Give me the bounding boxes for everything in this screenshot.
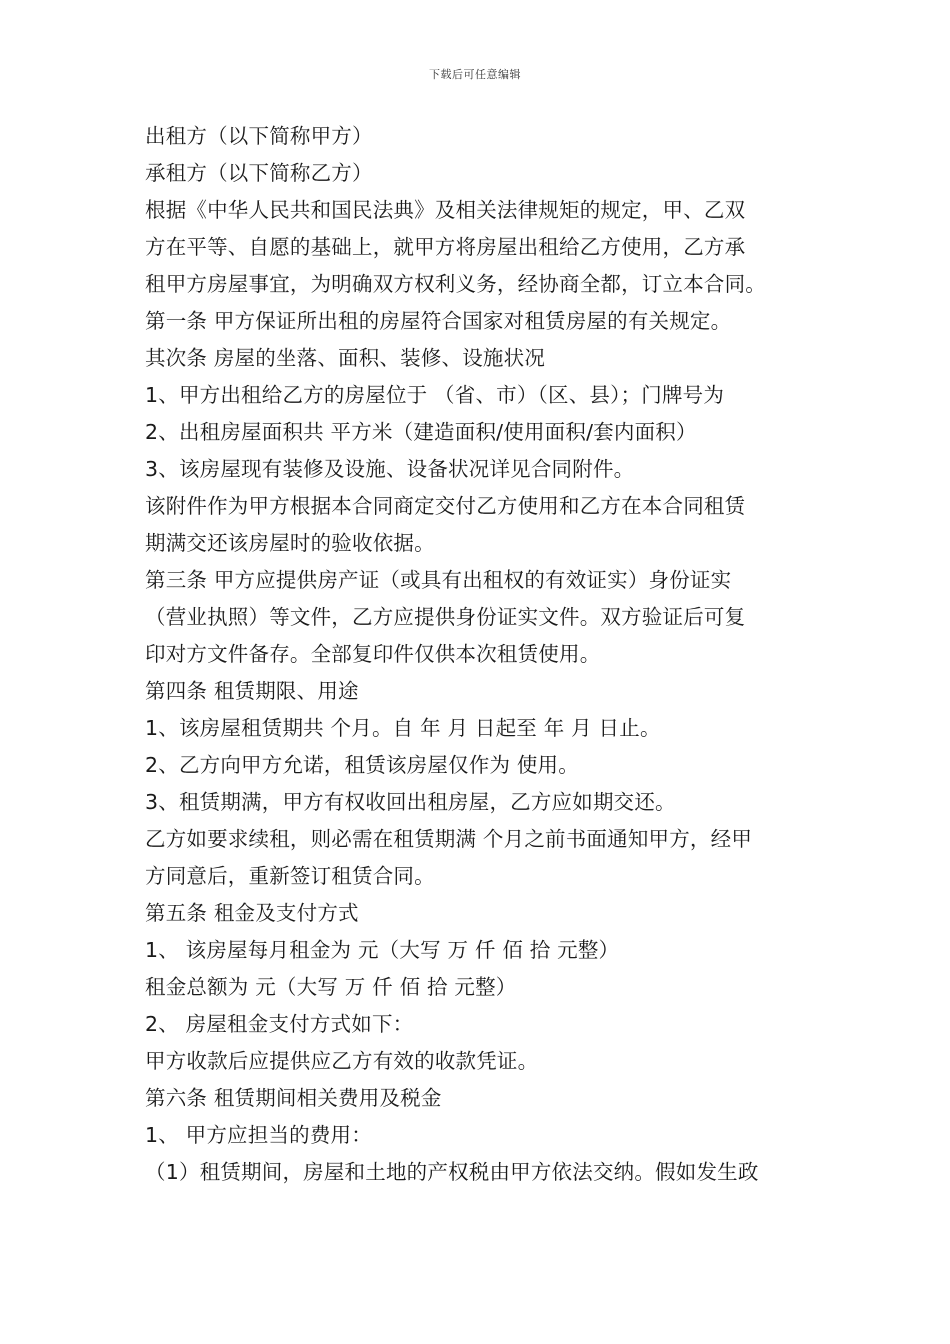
text-line: 第五条 租金及支付方式 (145, 901, 359, 925)
text-line: 其次条 房屋的坐落、面积、装修、设施状况 (145, 346, 546, 370)
text-line: 印对方文件备存。全部复印件仅供本次租赁使用。 (145, 642, 601, 666)
text-line: 租金总额为 元（大写 万 仟 佰 拾 元整） (145, 975, 517, 999)
text-line: 出租方（以下简称甲方） (145, 124, 373, 148)
text-line: 1、甲方出租给乙方的房屋位于 （省、市）（区、县）；门牌号为 (145, 383, 725, 407)
text-line: 2、 房屋租金支付方式如下： (145, 1012, 414, 1036)
text-line: 根据《中华人民共和国民法典》及相关法律规矩的规定，甲、乙双 (145, 198, 746, 222)
text-line: 该附件作为甲方根据本合同商定交付乙方使用和乙方在本合同租赁 (145, 494, 746, 518)
text-line: 2、乙方向甲方允诺，租赁该房屋仅作为 使用。 (145, 753, 579, 777)
page-header: 下载后可任意编辑 (429, 68, 521, 81)
text-line: 期满交还该房屋时的验收依据。 (145, 531, 435, 555)
document-body (145, 118, 815, 1191)
text-line: 第三条 甲方应提供房产证（或具有出租权的有效证实）身份证实 (145, 568, 732, 592)
text-line: 方在平等、自愿的基础上，就甲方将房屋出租给乙方使用，乙方承 (145, 235, 746, 259)
text-line: 1、 甲方应担当的费用： (145, 1123, 372, 1147)
text-line: 2、出租房屋面积共 平方米（建造面积/使用面积/套内面积） (145, 420, 697, 444)
text-line: 1、 该房屋每月租金为 元（大写 万 仟 佰 拾 元整） (145, 938, 620, 962)
text-line: （营业执照）等文件，乙方应提供身份证实文件。双方验证后可复 (145, 605, 746, 629)
text-line: 第四条 租赁期限、用途 (145, 679, 359, 703)
text-line: 甲方收款后应提供应乙方有效的收款凭证。 (145, 1049, 539, 1073)
text-line: 租甲方房屋事宜，为明确双方权利义务，经协商全都，订立本合同。 (145, 272, 766, 296)
text-line: 乙方如要求续租，则必需在租赁期满 个月之前书面通知甲方，经甲 (145, 827, 753, 851)
text-line: 方同意后，重新签订租赁合同。 (145, 864, 435, 888)
text-line: 第六条 租赁期间相关费用及税金 (145, 1086, 442, 1110)
text-line: （1）租赁期间，房屋和土地的产权税由甲方依法交纳。假如发生政 (145, 1160, 759, 1184)
text-line: 第一条 甲方保证所出租的房屋符合国家对租赁房屋的有关规定。 (145, 309, 732, 333)
text-line: 3、该房屋现有装修及设施、设备状况详见合同附件。 (145, 457, 635, 481)
text-line: 1、该房屋租赁期共 个月。自 年 月 日起至 年 月 日止。 (145, 716, 661, 740)
text-line: 3、租赁期满，甲方有权收回出租房屋，乙方应如期交还。 (145, 790, 676, 814)
text-line: 承租方（以下简称乙方） (145, 161, 373, 185)
